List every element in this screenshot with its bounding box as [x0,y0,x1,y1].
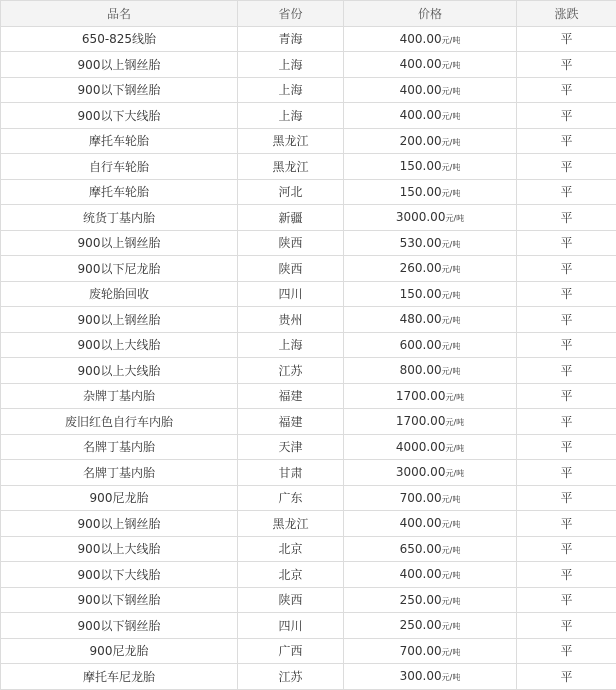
cell-price [344,179,517,205]
table-row [1,154,616,180]
cell-trend: 平 [517,205,616,231]
table-row [1,205,616,231]
cell-trend: 平 [517,434,616,460]
cell-name: 名牌丁基内胎 [1,460,238,486]
table-row [1,26,616,52]
cell-trend: 平 [517,409,616,435]
price-unit: 元/吨 [442,138,461,147]
cell-price [344,103,517,129]
table-row [1,230,616,256]
price-unit: 元/吨 [445,444,464,453]
cell-name: 900以上钢丝胎 [1,52,238,78]
price-unit: 元/吨 [442,520,461,529]
price-value: 3000.00 [396,210,446,224]
cell-name: 自行车轮胎 [1,154,238,180]
cell-name: 650-825线胎 [1,26,238,52]
table-row [1,103,616,129]
price-unit: 元/吨 [442,342,461,351]
cell-price [344,307,517,333]
price-value: 400.00 [400,83,442,97]
price-value: 530.00 [400,236,442,250]
cell-trend: 平 [517,230,616,256]
cell-trend: 平 [517,77,616,103]
cell-price [344,613,517,639]
cell-name: 900以下钢丝胎 [1,77,238,103]
cell-province: 陕西 [238,587,344,613]
cell-trend: 平 [517,281,616,307]
table-row [1,52,616,78]
cell-name: 900以上钢丝胎 [1,307,238,333]
cell-name: 900以上大线胎 [1,358,238,384]
table-row [1,434,616,460]
cell-price [344,434,517,460]
cell-trend: 平 [517,613,616,639]
price-unit: 元/吨 [442,622,461,631]
cell-price [344,332,517,358]
price-value: 700.00 [400,491,442,505]
cell-trend: 平 [517,511,616,537]
cell-price [344,383,517,409]
table-row [1,638,616,664]
cell-province: 贵州 [238,307,344,333]
cell-name: 900尼龙胎 [1,485,238,511]
cell-province: 上海 [238,332,344,358]
cell-name: 统货丁基内胎 [1,205,238,231]
cell-trend: 平 [517,256,616,282]
cell-name: 900以上大线胎 [1,536,238,562]
table-row [1,460,616,486]
table-row [1,536,616,562]
cell-name: 900以下尼龙胎 [1,256,238,282]
price-value: 800.00 [400,363,442,377]
price-unit: 元/吨 [442,189,461,198]
cell-trend: 平 [517,383,616,409]
cell-price [344,562,517,588]
price-value: 600.00 [400,338,442,352]
cell-name: 900以下大线胎 [1,103,238,129]
cell-province: 新疆 [238,205,344,231]
price-unit: 元/吨 [442,163,461,172]
price-value: 150.00 [400,287,442,301]
cell-price [344,52,517,78]
price-unit: 元/吨 [442,367,461,376]
price-unit: 元/吨 [442,61,461,70]
price-value: 400.00 [400,32,442,46]
cell-trend: 平 [517,103,616,129]
cell-price [344,409,517,435]
price-unit: 元/吨 [442,240,461,249]
price-unit: 元/吨 [442,546,461,555]
cell-name: 废旧红色自行车内胎 [1,409,238,435]
cell-name: 900以上钢丝胎 [1,511,238,537]
table-row [1,179,616,205]
cell-trend: 平 [517,154,616,180]
cell-province: 四川 [238,281,344,307]
cell-name: 900以下大线胎 [1,562,238,588]
table-row [1,383,616,409]
cell-name: 900以上大线胎 [1,332,238,358]
table-header-row [1,1,616,27]
cell-trend: 平 [517,536,616,562]
price-unit: 元/吨 [442,265,461,274]
price-value: 700.00 [400,644,442,658]
price-unit: 元/吨 [442,673,461,682]
cell-price [344,26,517,52]
price-unit: 元/吨 [442,571,461,580]
price-value: 400.00 [400,516,442,530]
price-unit: 元/吨 [442,36,461,45]
cell-price [344,281,517,307]
cell-province: 黑龙江 [238,511,344,537]
cell-trend: 平 [517,307,616,333]
cell-price [344,128,517,154]
table-row [1,587,616,613]
header-name: 品名 [1,1,238,27]
price-unit: 元/吨 [442,316,461,325]
cell-price [344,205,517,231]
cell-price [344,511,517,537]
cell-price [344,587,517,613]
cell-name: 摩托车轮胎 [1,179,238,205]
price-value: 4000.00 [396,440,446,454]
cell-price [344,638,517,664]
cell-name: 名牌丁基内胎 [1,434,238,460]
cell-name: 900尼龙胎 [1,638,238,664]
price-value: 400.00 [400,57,442,71]
cell-trend: 平 [517,638,616,664]
table-row [1,256,616,282]
cell-province: 北京 [238,536,344,562]
price-value: 250.00 [400,593,442,607]
cell-province: 广东 [238,485,344,511]
cell-trend: 平 [517,52,616,78]
cell-province: 青海 [238,26,344,52]
table-row [1,664,616,690]
cell-province: 上海 [238,103,344,129]
cell-province: 陕西 [238,256,344,282]
cell-price [344,460,517,486]
cell-name: 摩托车尼龙胎 [1,664,238,690]
cell-trend: 平 [517,485,616,511]
price-value: 400.00 [400,567,442,581]
price-value: 1700.00 [396,389,446,403]
cell-price [344,77,517,103]
cell-province: 北京 [238,562,344,588]
cell-trend: 平 [517,562,616,588]
price-unit: 元/吨 [442,597,461,606]
table-row [1,358,616,384]
cell-province: 陕西 [238,230,344,256]
cell-price [344,256,517,282]
cell-price [344,536,517,562]
cell-price [344,664,517,690]
price-value: 260.00 [400,261,442,275]
cell-province: 上海 [238,77,344,103]
price-value: 300.00 [400,669,442,683]
price-unit: 元/吨 [445,214,464,223]
table-row [1,485,616,511]
table-row [1,613,616,639]
cell-province: 甘肃 [238,460,344,486]
header-province: 省份 [238,1,344,27]
cell-province: 广西 [238,638,344,664]
cell-province: 天津 [238,434,344,460]
cell-trend: 平 [517,358,616,384]
price-unit: 元/吨 [442,291,461,300]
table-row [1,281,616,307]
cell-trend: 平 [517,128,616,154]
header-trend: 涨跌 [517,1,616,27]
price-value: 3000.00 [396,465,446,479]
price-unit: 元/吨 [445,418,464,427]
cell-province: 河北 [238,179,344,205]
cell-province: 福建 [238,383,344,409]
table-row [1,511,616,537]
price-unit: 元/吨 [442,87,461,96]
cell-trend: 平 [517,26,616,52]
table-row [1,562,616,588]
cell-name: 废轮胎回收 [1,281,238,307]
price-unit: 元/吨 [442,648,461,657]
cell-price [344,154,517,180]
table-row [1,409,616,435]
price-unit: 元/吨 [442,112,461,121]
price-value: 480.00 [400,312,442,326]
price-unit: 元/吨 [442,495,461,504]
cell-price [344,485,517,511]
cell-name: 900以上钢丝胎 [1,230,238,256]
table-body [1,26,616,689]
price-value: 200.00 [400,134,442,148]
price-value: 1700.00 [396,414,446,428]
cell-trend: 平 [517,587,616,613]
cell-name: 摩托车轮胎 [1,128,238,154]
cell-province: 黑龙江 [238,154,344,180]
cell-trend: 平 [517,179,616,205]
price-value: 650.00 [400,542,442,556]
cell-province: 江苏 [238,358,344,384]
price-value: 400.00 [400,108,442,122]
price-unit: 元/吨 [445,393,464,402]
cell-name: 杂牌丁基内胎 [1,383,238,409]
table-row [1,332,616,358]
cell-province: 江苏 [238,664,344,690]
cell-trend: 平 [517,460,616,486]
price-value: 150.00 [400,185,442,199]
cell-province: 四川 [238,613,344,639]
table-row [1,128,616,154]
cell-province: 上海 [238,52,344,78]
header-price: 价格 [344,1,517,27]
price-value: 150.00 [400,159,442,173]
price-unit: 元/吨 [445,469,464,478]
cell-trend: 平 [517,332,616,358]
cell-price [344,358,517,384]
price-value: 250.00 [400,618,442,632]
cell-name: 900以下钢丝胎 [1,587,238,613]
cell-province: 福建 [238,409,344,435]
cell-province: 黑龙江 [238,128,344,154]
table-row [1,77,616,103]
table-row [1,307,616,333]
cell-name: 900以下钢丝胎 [1,613,238,639]
cell-price [344,230,517,256]
cell-trend: 平 [517,664,616,690]
